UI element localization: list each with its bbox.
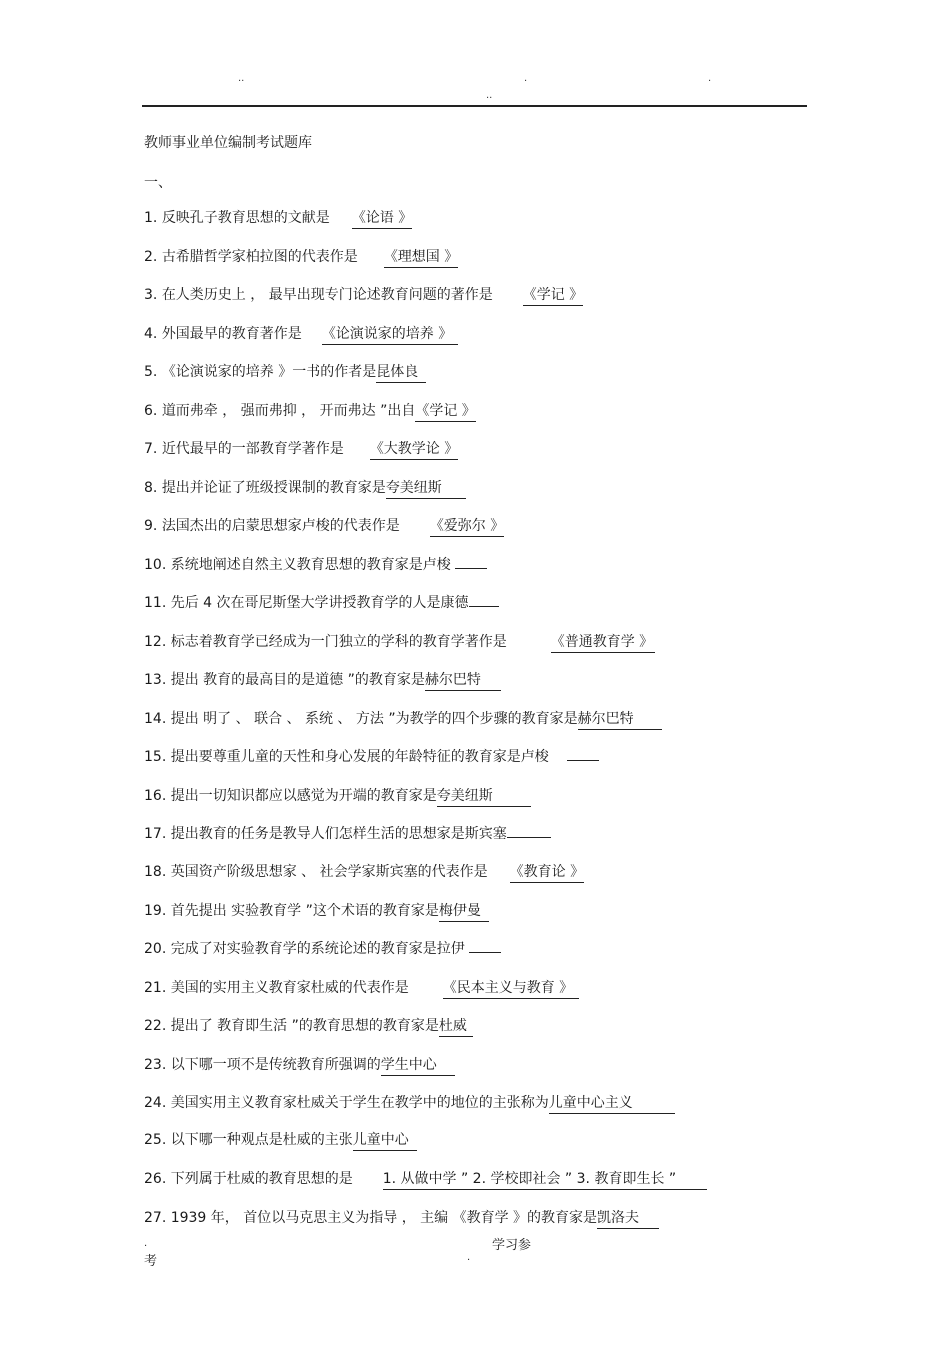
answer-text: 《普通教育学 》 <box>551 633 655 653</box>
footer-dot: . <box>144 1238 148 1249</box>
question-text: 系统地阐述自然主义教育思想的教育家是卢梭 <box>170 557 451 573</box>
answer-text: 《论演说家的培养 》 <box>322 325 458 345</box>
answer-text: 《民本主义与教育 》 <box>443 979 579 999</box>
question-number: 25. <box>144 1132 167 1148</box>
question-text: 古希腊哲学家柏拉图的代表作是 <box>161 249 358 265</box>
question-text: 先后 4 次在哥尼斯堡大学讲授教育学的人是康德 <box>170 595 469 611</box>
question-text: 道而弗牵 ， 强而弗抑 ， 开而弗达 ”出自 <box>161 403 416 419</box>
question-text: 英国资产阶级思想家 、 社会学家斯宾塞的代表作是 <box>170 864 488 880</box>
question-text: 外国最早的教育著作是 <box>161 326 302 342</box>
question-item <box>144 362 426 383</box>
answer-text <box>455 567 487 569</box>
answer-text: 《论语 》 <box>352 209 412 229</box>
question-text: 以下哪一种观点是杜威的主张 <box>170 1132 353 1148</box>
question-number: 6. <box>144 403 158 419</box>
footer-dot: . <box>467 1252 471 1263</box>
answer-text: 《爱弥尔 》 <box>430 517 504 537</box>
question-item <box>144 709 662 730</box>
header-dot: .. <box>486 90 493 101</box>
question-number: 20. <box>144 941 167 957</box>
question-number: 26. <box>144 1171 167 1187</box>
answer-text: 凯洛夫 <box>597 1209 659 1229</box>
question-item <box>144 747 599 767</box>
question-item <box>144 401 476 422</box>
question-number: 17. <box>144 826 167 842</box>
question-text: 标志着教育学已经成为一门独立的学科的教育学著作是 <box>170 634 507 650</box>
answer-text <box>469 951 501 953</box>
question-number: 22. <box>144 1018 167 1034</box>
answer-text: 《学记 》 <box>415 402 475 422</box>
question-text: 完成了对实验教育学的系统论述的教育家是拉伊 <box>170 941 465 957</box>
question-item <box>144 901 489 922</box>
question-item <box>144 247 458 268</box>
question-number: 21. <box>144 980 167 996</box>
question-text: 美国实用主义教育家杜威关于学生在教学中的地位的主张称为 <box>170 1095 549 1111</box>
question-item <box>144 824 551 844</box>
answer-text: 《理想国 》 <box>384 248 458 268</box>
question-item <box>144 555 487 575</box>
question-number: 12. <box>144 634 167 650</box>
question-number: 19. <box>144 903 167 919</box>
answer-text <box>469 605 499 607</box>
question-item <box>144 516 504 537</box>
answer-text: 赫尔巴特 <box>425 671 501 691</box>
question-text: 《论演说家的培养 》一书的作者是 <box>161 364 377 380</box>
question-text: 年， 首位以马克思主义为指导 ， 主编 《教育学 》的教育家是 <box>210 1210 598 1226</box>
answer-text: 夸美纽斯 <box>437 787 531 807</box>
answer-text <box>507 836 551 838</box>
question-item <box>144 1130 417 1151</box>
question-number: 14. <box>144 711 167 727</box>
answer-text: 夸美纽斯 <box>386 479 466 499</box>
question-item <box>144 1169 707 1190</box>
answer-text: 1. 从做中学 ” 2. 学校即社会 ” 3. 教育即生长 ” <box>383 1170 707 1190</box>
question-item <box>144 208 412 229</box>
question-item <box>144 978 579 999</box>
answer-text <box>567 759 599 761</box>
question-text: 首先提出 实验教育学 ”这个术语的教育家是 <box>170 903 439 919</box>
question-text: 提出 教育的最高目的是道德 ”的教育家是 <box>170 672 425 688</box>
question-item <box>144 478 466 499</box>
header-dot: .. <box>238 73 245 84</box>
question-item <box>144 1208 659 1229</box>
question-item <box>144 670 501 691</box>
question-text: 近代最早的一部教育学著作是 <box>161 441 344 457</box>
answer-text: 杜威 <box>439 1017 473 1037</box>
question-text: 下列属于杜威的教育思想的是 <box>170 1171 353 1187</box>
question-item <box>144 439 458 460</box>
document-title: 教师事业单位编制考试题库 <box>144 135 312 151</box>
question-item <box>144 593 499 613</box>
question-item <box>144 786 531 807</box>
answer-text: 昆体良 <box>376 363 426 383</box>
footer-label: 学习参 <box>492 1238 532 1253</box>
question-text: 提出要尊重儿童的天性和身心发展的年龄特征的教育家是卢梭 <box>170 749 549 765</box>
question-item <box>144 862 584 883</box>
answer-text: 儿童中心 <box>353 1131 417 1151</box>
question-number: 13. <box>144 672 167 688</box>
question-number: 24. <box>144 1095 167 1111</box>
question-text: 提出了 教育即生活 ”的教育思想的教育家是 <box>170 1018 439 1034</box>
section-marker: 一、 <box>144 175 172 191</box>
question-number: 16. <box>144 788 167 804</box>
question-number: 8. <box>144 480 158 496</box>
question-number: 3. <box>144 287 158 303</box>
question-item <box>144 939 501 959</box>
question-text: 反映孔子教育思想的文献是 <box>161 210 330 226</box>
question-number: 23. <box>144 1057 167 1073</box>
question-item <box>144 1016 473 1037</box>
question-number: 5. <box>144 364 158 380</box>
question-item <box>144 632 655 653</box>
question-text: 法国杰出的启蒙思想家卢梭的代表作是 <box>161 518 400 534</box>
header-dot: . <box>524 73 528 84</box>
question-number: 18. <box>144 864 167 880</box>
question-text: 美国的实用主义教育家杜威的代表作是 <box>170 980 409 996</box>
footer-char: 考 <box>144 1254 158 1269</box>
question-number: 2. <box>144 249 158 265</box>
answer-text: 《大教学论 》 <box>370 440 458 460</box>
question-text: 提出一切知识都应以感觉为开端的教育家是 <box>170 788 437 804</box>
question-item <box>144 285 583 306</box>
question-text: 提出 明了 、 联合 、 系统 、 方法 ”为教学的四个步骤的教育家是 <box>170 711 578 727</box>
answer-text: 儿童中心主义 <box>549 1094 675 1114</box>
question-item <box>144 1055 455 1076</box>
header-rule <box>142 105 807 107</box>
question-number: 15. <box>144 749 167 765</box>
question-item <box>144 324 458 345</box>
answer-text: 《学记 》 <box>523 286 583 306</box>
question-text: 以下哪一项不是传统教育所强调的 <box>170 1057 381 1073</box>
question-number: 27. 1939 <box>144 1210 207 1226</box>
answer-text: 赫尔巴特 <box>578 710 662 730</box>
question-text: 提出并论证了班级授课制的教育家是 <box>161 480 386 496</box>
question-number: 7. <box>144 441 158 457</box>
question-number: 9. <box>144 518 158 534</box>
question-number: 10. <box>144 557 167 573</box>
answer-text: 梅伊曼 <box>439 902 489 922</box>
question-item <box>144 1093 675 1114</box>
question-text: 提出教育的任务是教导人们怎样生活的思想家是斯宾塞 <box>170 826 507 842</box>
question-text: 在人类历史上 ， 最早出现专门论述教育问题的著作是 <box>161 287 493 303</box>
header-dot: . <box>708 73 712 84</box>
question-number: 11. <box>144 595 167 611</box>
answer-text: 《教育论 》 <box>510 863 584 883</box>
question-number: 1. <box>144 210 158 226</box>
answer-text: 学生中心 <box>381 1056 455 1076</box>
question-number: 4. <box>144 326 158 342</box>
